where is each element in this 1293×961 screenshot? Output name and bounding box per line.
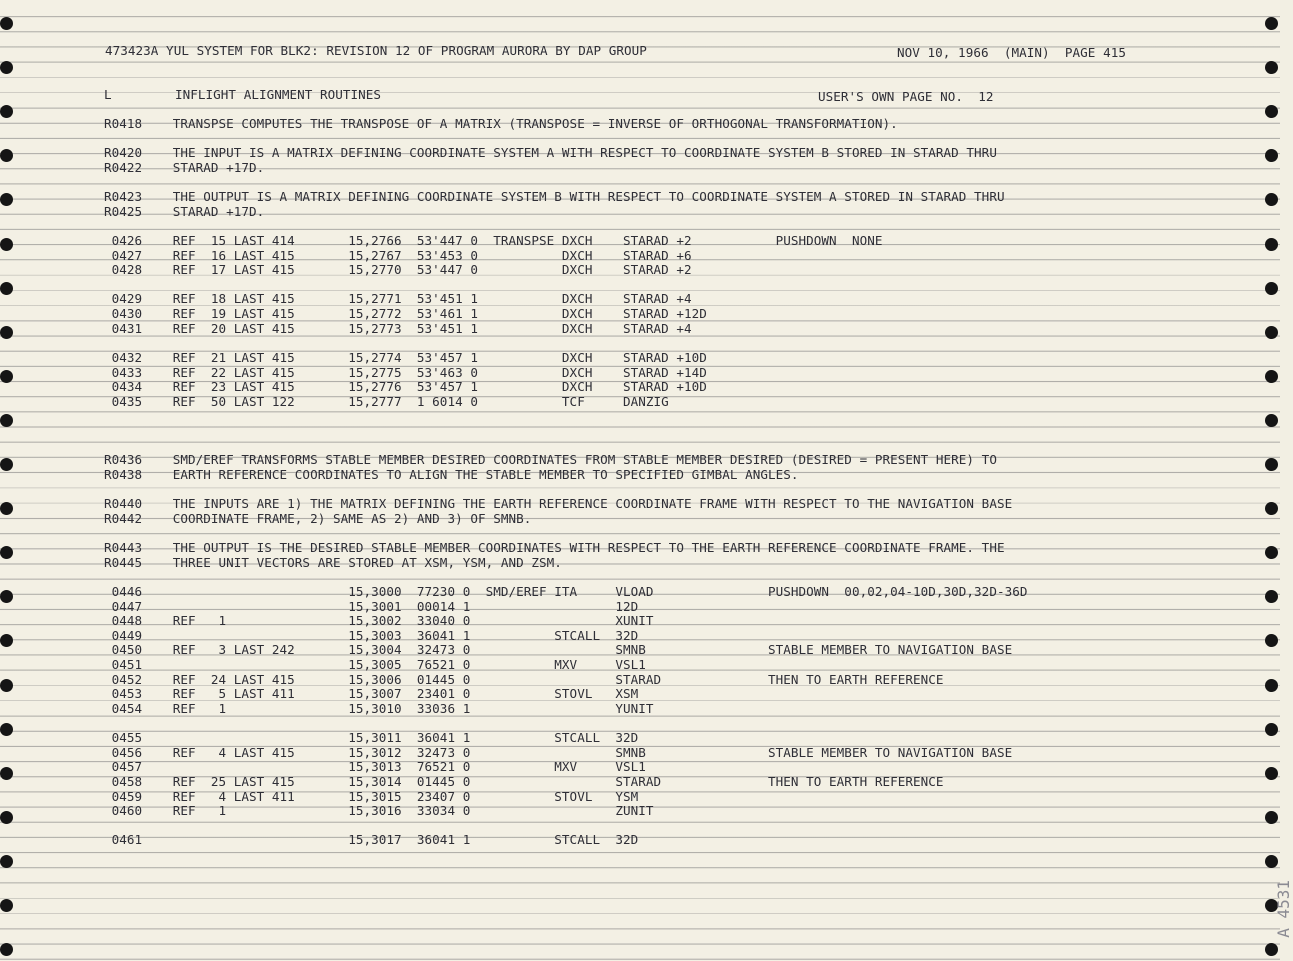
- tractor-hole: [0, 105, 13, 118]
- header-date-page: NOV 10, 1966 (MAIN) PAGE 415: [897, 45, 1126, 60]
- tractor-hole: [1265, 502, 1278, 515]
- listing-line: 0428 REF 17 LAST 415 15,2770 53'447 0 DXCH STARAD +2: [104, 262, 692, 278]
- listing-line: 0433 REF 22 LAST 415 15,2775 53'463 0 DXCH STARAD +14D: [104, 364, 707, 380]
- tractor-hole: [0, 546, 13, 559]
- tractor-hole: [1265, 193, 1278, 206]
- listing-line: 0460 REF 1 15,3016 33034 0 ZUNIT: [104, 803, 654, 819]
- tractor-hole: [1265, 61, 1278, 74]
- tractor-hole: [1265, 105, 1278, 118]
- listing-line: 0429 REF 18 LAST 415 15,2771 53'451 1 DXCH STARAD +4: [104, 291, 692, 307]
- tractor-hole: [0, 458, 13, 471]
- tractor-hole: [0, 767, 13, 780]
- tractor-hole: [1265, 326, 1278, 339]
- tractor-hole: [0, 943, 13, 956]
- right-tractor-holes: [1250, 0, 1280, 961]
- listing-line: R0418 TRANSPSE COMPUTES THE TRANSPOSE OF A MATRIX (TRANSPOSE = INVERSE OF ORTHOGONAL TRANSFORMATION).: [104, 116, 898, 131]
- listing-line: 0455 15,3011 36041 1 STCALL 32D: [104, 730, 639, 745]
- listing-line: 0426 REF 15 LAST 414 15,2766 53'447 0 TRANSPSE DXCH STARAD +2 PUSHDOWN NONE: [104, 233, 883, 248]
- tractor-hole: [0, 723, 13, 736]
- tractor-hole: [1265, 17, 1278, 30]
- left-tractor-holes: [0, 0, 30, 961]
- listing-line: 0454 REF 1 15,3010 33036 1 YUNIT: [104, 700, 654, 716]
- tractor-hole: [0, 326, 13, 339]
- tractor-hole: [0, 61, 13, 74]
- listing-line: 0458 REF 25 LAST 415 15,3014 01445 0 STARAD THEN TO EARTH REFERENCE: [104, 773, 944, 789]
- listing-line: 0449 15,3003 36041 1 STCALL 32D: [104, 627, 639, 643]
- tractor-hole: [1265, 723, 1278, 736]
- tractor-hole: [0, 811, 13, 824]
- listing-line: 0452 REF 24 LAST 415 15,3006 01445 0 STARAD THEN TO EARTH REFERENCE: [104, 671, 944, 687]
- listing-line: 0427 REF 16 LAST 415 15,2767 53'453 0 DXCH STARAD +6: [104, 247, 692, 263]
- tractor-hole: [0, 590, 13, 603]
- tractor-hole: [0, 899, 13, 912]
- listing-line: 0435 REF 50 LAST 122 15,2777 1 6014 0 TCF DANZIG: [104, 393, 669, 409]
- listing-line: R0440 THE INPUTS ARE 1) THE MATRIX DEFINING THE EARTH REFERENCE COORDINATE FRAME WITH RESPECT TO THE NAVIGATION BASE: [104, 496, 1013, 512]
- tractor-hole: [1265, 414, 1278, 427]
- listing-line: 0459 REF 4 LAST 411 15,3015 23407 0 STOVL YSM: [104, 788, 639, 804]
- tractor-hole: [0, 238, 13, 251]
- tractor-hole: [1265, 590, 1278, 603]
- listing-line: R0436 SMD/EREF TRANSFORMS STABLE MEMBER DESIRED COORDINATES FROM STABLE MEMBER DESIRED (DESIRED = PRESENT HERE) TO: [104, 452, 997, 468]
- tractor-hole: [0, 679, 13, 692]
- tractor-hole: [1265, 546, 1278, 559]
- listing-line: 0457 15,3013 76521 0 MXV VSL1: [104, 759, 646, 775]
- listing-line: R0423 THE OUTPUT IS A MATRIX DEFINING COORDINATE SYSTEM B WITH RESPECT TO COORDINATE SYSTEM A STORED IN STARAD THRU: [104, 189, 1005, 205]
- tractor-hole: [1265, 943, 1278, 956]
- tractor-hole: [1265, 238, 1278, 251]
- tractor-hole: [1265, 634, 1278, 647]
- tractor-hole: [0, 414, 13, 427]
- listing-line: 0461 15,3017 36041 1 STCALL 32D: [104, 832, 639, 848]
- listing-line: 0448 REF 1 15,3002 33040 0 XUNIT: [104, 613, 654, 629]
- tractor-hole: [0, 193, 13, 206]
- listing-line: R0420 THE INPUT IS A MATRIX DEFINING COORDINATE SYSTEM A WITH RESPECT TO COORDINATE SYSTEM B STORED IN STARAD THRU: [104, 145, 997, 161]
- edge-document-mark: A 4531: [1274, 880, 1293, 938]
- listing-line: R0422 STARAD +17D.: [104, 159, 265, 175]
- listing-line: 0432 REF 21 LAST 415 15,2774 53'457 1 DXCH STARAD +10D: [104, 349, 707, 365]
- tractor-hole: [0, 502, 13, 515]
- user-page-number: USER'S OWN PAGE NO. 12: [818, 89, 994, 104]
- listing-line: 0456 REF 4 LAST 415 15,3012 32473 0 SMNB STABLE MEMBER TO NAVIGATION BASE: [104, 744, 1013, 760]
- tractor-hole: [1265, 767, 1278, 780]
- tractor-hole: [1265, 282, 1278, 295]
- tractor-hole: [1265, 679, 1278, 692]
- section-title: INFLIGHT ALIGNMENT ROUTINES: [175, 87, 382, 102]
- listing-line: R0445 THREE UNIT VECTORS ARE STORED AT XSM, YSM, AND ZSM.: [104, 554, 562, 570]
- listing-line: 0453 REF 5 LAST 411 15,3007 23401 0 STOVL XSM: [104, 686, 639, 702]
- tractor-hole: [1265, 149, 1278, 162]
- tractor-hole: [0, 634, 13, 647]
- tractor-hole: [0, 17, 13, 30]
- tractor-hole: [0, 855, 13, 868]
- listing-line: 0431 REF 20 LAST 415 15,2773 53'451 1 DXCH STARAD +4: [104, 320, 692, 336]
- listing-line: R0425 STARAD +17D.: [104, 203, 265, 219]
- listing-line: 0447 15,3001 00014 1 12D: [104, 598, 639, 614]
- tractor-hole: [0, 282, 13, 295]
- listing-line: 0451 15,3005 76521 0 MXV VSL1: [104, 656, 646, 672]
- listing-line: 0430 REF 19 LAST 415 15,2772 53'461 1 DXCH STARAD +12D: [104, 306, 707, 322]
- tractor-hole: [0, 370, 13, 383]
- listing-line: 0434 REF 23 LAST 415 15,2776 53'457 1 DXCH STARAD +10D: [104, 379, 707, 395]
- tractor-hole: [0, 149, 13, 162]
- listing-line: 0446 15,3000 77230 0 SMD/EREF ITA VLOAD PUSHDOWN 00,02,04-10D,30D,32D-36D: [104, 583, 1028, 599]
- section-label: L: [104, 87, 112, 102]
- tractor-hole: [1265, 855, 1278, 868]
- listing-line: R0438 EARTH REFERENCE COORDINATES TO ALIGN THE STABLE MEMBER TO SPECIFIED GIMBAL ANGLES.: [104, 466, 799, 482]
- tractor-hole: [1265, 458, 1278, 471]
- listing-line: 0450 REF 3 LAST 242 15,3004 32473 0 SMNB STABLE MEMBER TO NAVIGATION BASE: [104, 642, 1013, 658]
- header-title: 473423A YUL SYSTEM FOR BLK2: REVISION 12 OF PROGRAM AURORA BY DAP GROUP: [105, 43, 647, 58]
- listing-line: R0443 THE OUTPUT IS THE DESIRED STABLE MEMBER COORDINATES WITH RESPECT TO THE EARTH REFERENCE COORDINATE FRAME. THE: [104, 540, 1005, 555]
- listing-line: R0442 COORDINATE FRAME, 2) SAME AS 2) AND 3) OF SMNB.: [104, 510, 532, 526]
- tractor-hole: [1265, 370, 1278, 383]
- tractor-hole: [1265, 811, 1278, 824]
